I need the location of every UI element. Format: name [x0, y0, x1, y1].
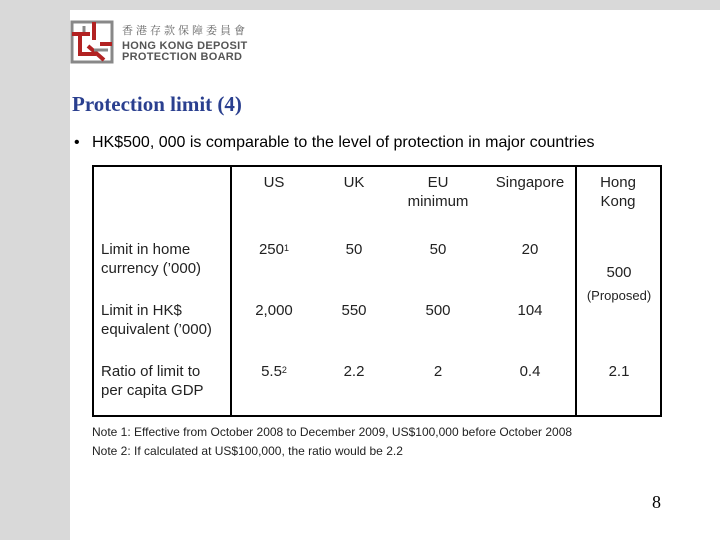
column-header-us: US: [263, 174, 285, 191]
table-cell: 500: [425, 302, 451, 319]
table-cell: 2: [433, 363, 443, 380]
column-header-eu: EU minimum: [407, 174, 469, 210]
table-cell: $250^1$: [258, 241, 290, 258]
bullet-point: [74, 134, 595, 152]
table-cell: 2,000: [255, 302, 293, 319]
hong-kong-limit: 500: [606, 264, 632, 281]
hong-kong-status: (Proposed): [586, 288, 652, 303]
bullet-text: HK$500, 000 is comparable to the level of protection in major countries: [92, 134, 595, 151]
note-marker: 2: [281, 365, 287, 375]
table-cell: 20: [521, 241, 539, 258]
bullet-dot-icon: •: [74, 134, 80, 151]
table-cell: 104: [517, 302, 543, 319]
table-cell: 50: [429, 241, 447, 258]
table-divider: [230, 165, 232, 417]
org-name-en-line2: PROTECTION BOARD: [122, 51, 243, 63]
table-cell: 550: [341, 302, 367, 319]
note-marker: 1: [284, 243, 290, 253]
org-name-en-line1: HONG KONG DEPOSIT: [122, 40, 248, 52]
slide-title: Protection limit (4): [72, 92, 242, 116]
column-header-hong-kong: Hong Kong: [600, 174, 636, 210]
row-label-home-currency: Limit in home currency (’000): [101, 241, 202, 277]
row-label-hk-equivalent: Limit in HK$ equivalent (’000): [101, 302, 212, 338]
column-header-singapore: Singapore: [495, 174, 565, 191]
table-cell: 2.1: [608, 363, 630, 380]
table-cell: 0.4: [519, 363, 541, 380]
table-divider: [575, 165, 577, 417]
table-cell: $5.5^2$: [261, 363, 287, 380]
table-cell: 2.2: [343, 363, 365, 380]
footnotes: [92, 423, 572, 461]
column-header-uk: UK: [343, 174, 365, 191]
org-name-cn: 香港存款保障委員會: [122, 24, 248, 37]
table-cell: 50: [345, 241, 363, 258]
note-2: Note 2: If calculated at US$100,000, the ratio would be 2.2: [92, 444, 403, 458]
hkdpb-logo-icon: [70, 20, 114, 64]
page-number: 8: [652, 492, 661, 512]
note-1: Note 1: Effective from October 2008 to December 2009, US$100,000 before October 2008: [92, 425, 573, 439]
organization-name: [122, 22, 248, 63]
row-label-ratio-gdp: Ratio of limit to per capita GDP: [101, 363, 204, 399]
